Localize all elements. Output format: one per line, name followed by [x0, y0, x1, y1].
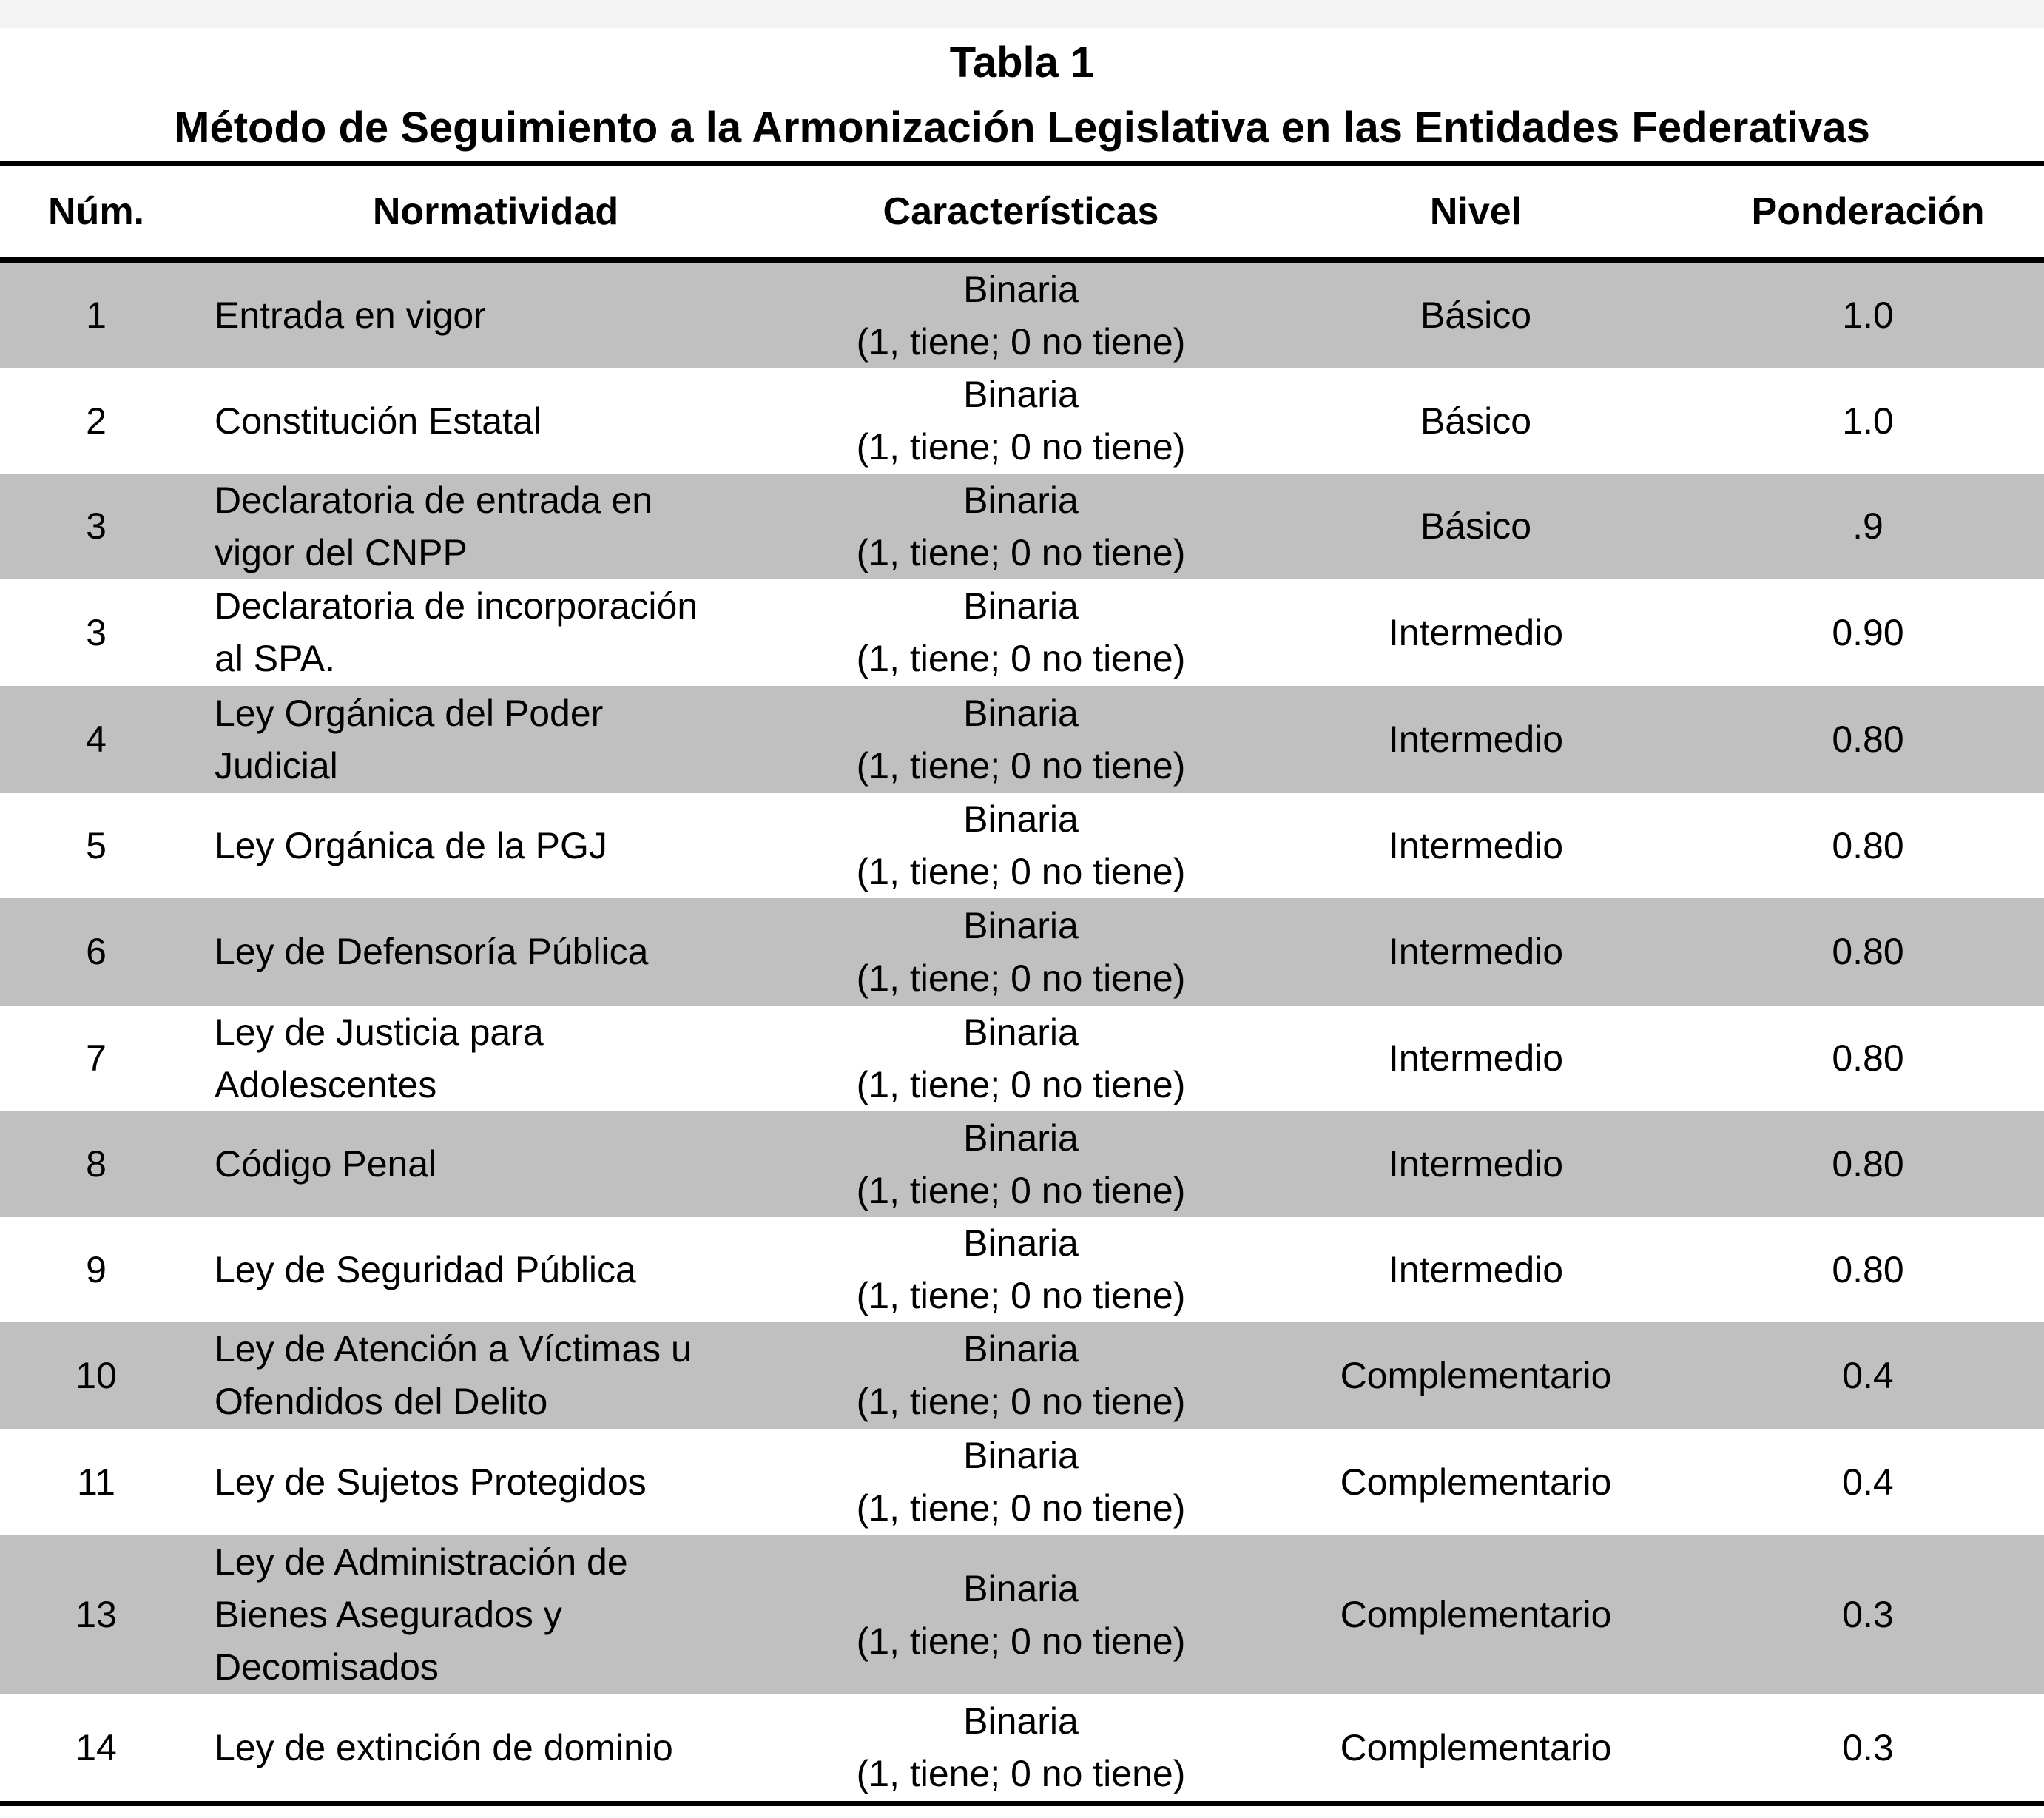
table-row [0, 1006, 2044, 1111]
cell-normatividad: Ley de Atención a Víctimas u Ofendidos del Delito [215, 1328, 692, 1422]
cell-normatividad: Código Penal [215, 1143, 437, 1185]
cell-normatividad: Ley de Defensoría Pública [215, 931, 649, 972]
cell-normatividad: Declaratoria de entrada en vigor del CNPP [215, 479, 653, 573]
table-row [0, 263, 2044, 368]
cell-nivel: Básico [1420, 294, 1532, 336]
cell-nivel: Intermedio [1388, 718, 1564, 760]
cell-nivel: Intermedio [1388, 824, 1564, 866]
table-header-rule [0, 257, 2044, 263]
table-row [0, 1217, 2044, 1322]
cell-normatividad: Ley de extinción de dominio [215, 1726, 673, 1768]
cell-ponderacion: 0.3 [1842, 1594, 1894, 1635]
cell-caracteristicas: Binaria (1, tiene; 0 no tiene) [856, 585, 1186, 679]
cell-caracteristicas: Binaria (1, tiene; 0 no tiene) [856, 479, 1186, 573]
table-row [0, 1694, 2044, 1801]
cell-num: 3 [86, 611, 107, 653]
cell-ponderacion: 0.80 [1832, 931, 1904, 972]
cell-caracteristicas: Binaria (1, tiene; 0 no tiene) [856, 798, 1186, 892]
cell-normatividad: Constitución Estatal [215, 400, 542, 442]
cell-normatividad: Ley de Administración de Bienes Asegurados y Decomisados [215, 1541, 628, 1688]
cell-caracteristicas: Binaria (1, tiene; 0 no tiene) [856, 1011, 1186, 1105]
cell-nivel: Básico [1420, 400, 1532, 442]
cell-num: 13 [75, 1594, 117, 1635]
cell-num: 2 [86, 400, 107, 442]
cell-caracteristicas: Binaria (1, tiene; 0 no tiene) [856, 692, 1186, 787]
table-row [0, 1429, 2044, 1535]
cell-ponderacion: 0.80 [1832, 824, 1904, 866]
header-normatividad: Normatividad [372, 190, 619, 233]
cell-nivel: Intermedio [1388, 611, 1564, 653]
cell-ponderacion: 0.4 [1842, 1354, 1894, 1396]
cell-ponderacion: 0.90 [1832, 611, 1904, 653]
table-header-row [0, 166, 2044, 257]
table-row [0, 898, 2044, 1006]
header-nivel: Nivel [1429, 190, 1522, 233]
table-row [0, 474, 2044, 579]
cell-ponderacion: 1.0 [1842, 400, 1894, 442]
table-row [0, 686, 2044, 793]
cell-normatividad: Ley de Sujetos Protegidos [215, 1461, 647, 1503]
cell-nivel: Complementario [1340, 1594, 1612, 1635]
cell-nivel: Complementario [1340, 1461, 1612, 1503]
table-row [0, 1111, 2044, 1217]
header-ponderacion: Ponderación [1751, 190, 1985, 233]
table-row [0, 1322, 2044, 1429]
table-title: Tabla 1 [949, 38, 1095, 87]
cell-caracteristicas: Binaria (1, tiene; 0 no tiene) [856, 1567, 1186, 1662]
cell-normatividad: Entrada en vigor [215, 294, 486, 336]
cell-nivel: Complementario [1340, 1726, 1612, 1768]
cell-num: 8 [86, 1143, 107, 1185]
cell-num: 3 [86, 505, 107, 547]
cell-caracteristicas: Binaria (1, tiene; 0 no tiene) [856, 374, 1186, 468]
cell-nivel: Básico [1420, 505, 1532, 547]
table-row [0, 793, 2044, 898]
cell-num: 14 [75, 1726, 117, 1768]
cell-num: 7 [86, 1037, 107, 1079]
cell-ponderacion: 0.80 [1832, 1037, 1904, 1079]
table-bottom-rule [0, 1801, 2044, 1806]
table-subtitle: Método de Seguimiento a la Armonización Legislativa en las Entidades Federativas [174, 104, 1870, 152]
header-caracteristicas: Características [883, 190, 1159, 233]
table-top-rule [0, 161, 2044, 166]
cell-nivel: Intermedio [1388, 931, 1564, 972]
cell-normatividad: Ley de Seguridad Pública [215, 1248, 636, 1290]
cell-normatividad: Ley Orgánica de la PGJ [215, 824, 607, 866]
table-row [0, 368, 2044, 474]
cell-num: 9 [86, 1248, 107, 1290]
table-row [0, 579, 2044, 686]
cell-caracteristicas: Binaria (1, tiene; 0 no tiene) [856, 1328, 1186, 1422]
cell-nivel: Complementario [1340, 1354, 1612, 1396]
cell-caracteristicas: Binaria (1, tiene; 0 no tiene) [856, 1222, 1186, 1316]
cell-num: 1 [86, 294, 107, 336]
cell-ponderacion: 0.80 [1832, 1143, 1904, 1185]
cell-ponderacion: 0.80 [1832, 1248, 1904, 1290]
cell-ponderacion: 0.4 [1842, 1461, 1894, 1503]
cell-ponderacion: .9 [1852, 505, 1883, 547]
page-top-band [0, 0, 2044, 28]
cell-normatividad: Ley de Justicia para Adolescentes [215, 1011, 544, 1105]
cell-caracteristicas: Binaria (1, tiene; 0 no tiene) [856, 1117, 1186, 1211]
cell-nivel: Intermedio [1388, 1248, 1564, 1290]
cell-ponderacion: 1.0 [1842, 294, 1894, 336]
cell-num: 5 [86, 824, 107, 866]
cell-num: 6 [86, 931, 107, 972]
cell-ponderacion: 0.80 [1832, 718, 1904, 760]
cell-normatividad: Ley Orgánica del Poder Judicial [215, 692, 604, 787]
table-row [0, 1535, 2044, 1694]
cell-nivel: Intermedio [1388, 1037, 1564, 1079]
cell-caracteristicas: Binaria (1, tiene; 0 no tiene) [856, 904, 1186, 999]
cell-caracteristicas: Binaria (1, tiene; 0 no tiene) [856, 268, 1186, 363]
cell-num: 11 [77, 1461, 115, 1503]
cell-num: 4 [86, 718, 107, 760]
cell-caracteristicas: Binaria (1, tiene; 0 no tiene) [856, 1700, 1186, 1794]
cell-nivel: Intermedio [1388, 1143, 1564, 1185]
cell-caracteristicas: Binaria (1, tiene; 0 no tiene) [856, 1435, 1186, 1529]
header-num: Núm. [48, 190, 144, 233]
cell-ponderacion: 0.3 [1842, 1726, 1894, 1768]
cell-num: 10 [75, 1354, 117, 1396]
cell-normatividad: Declaratoria de incorporación al SPA. [215, 585, 698, 679]
